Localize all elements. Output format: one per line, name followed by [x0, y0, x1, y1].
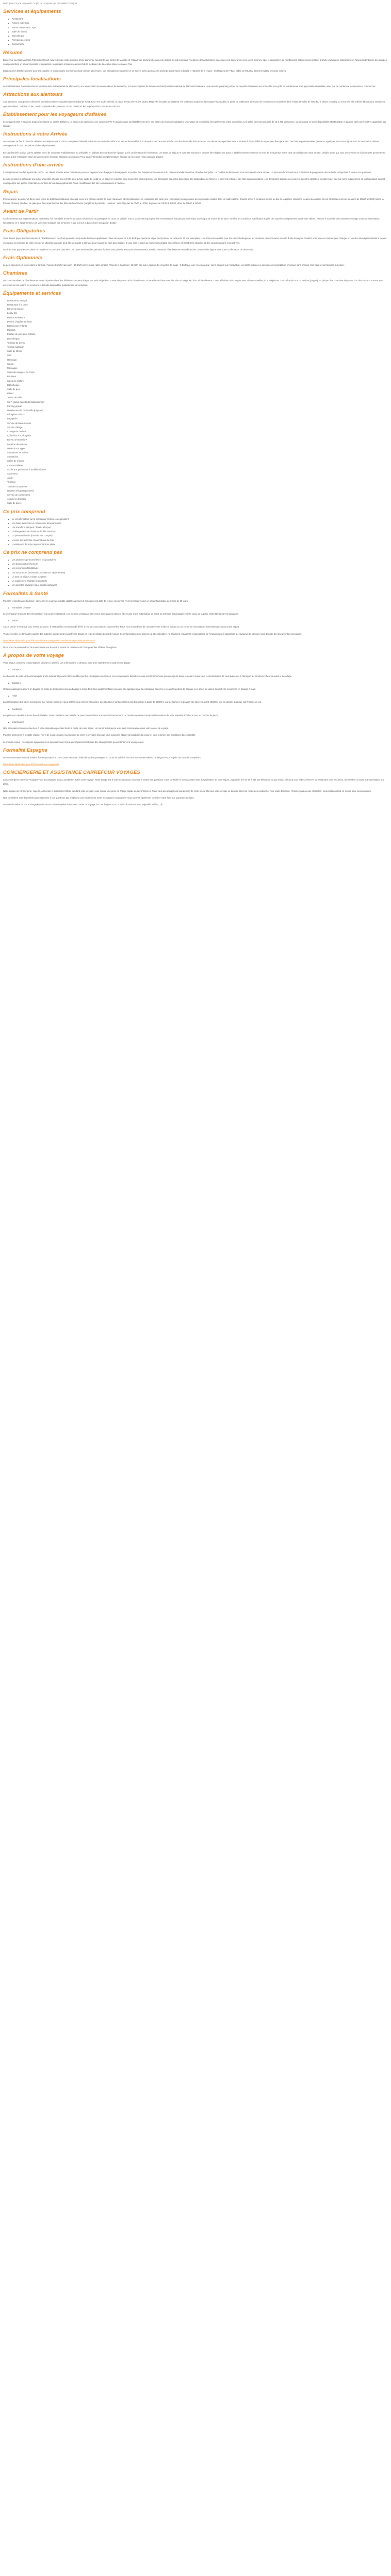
list-item: Transats et parasols [7, 485, 27, 488]
list-item: Sauna [7, 362, 14, 365]
list-item: Piscine extérieure [7, 316, 25, 319]
mandatory-fees-title: Frais Obligatoires [3, 228, 45, 234]
services-title: Services et équipements [3, 9, 61, 15]
rooms-title: Chambres [3, 270, 27, 277]
list-item: ■ Restaurant [12, 17, 388, 21]
paragraph: Les coordonnées de la Conciergerie vous seront communiquées dans votre carnet de voyage. En cas d'urgence, un numéro d'assistance est joignable 24h/24, 7j/7. [3, 803, 164, 806]
paragraph: Nos conseillers sont disponibles pour répondre à vos questions par téléphone, par email ou via notre messagerie instantanée. Vous pouvez également consulter notre foire aux questions en ligne. [3, 796, 194, 799]
list-item: Coffre-fort à la réception [7, 434, 31, 437]
price-includes-list [3, 517, 388, 547]
paragraph: Le petit-déjeuner est inclus dans la formule. Frais de transfert aéroport : 25 EUR par véhicule (aller simple). Frais de lit d'appoint : 15 EUR par nuit. Location de serviettes de plage : 2 EUR par jour. Accès au spa : soins payants sur réservation. Les tarifs indiqués ci-dessus sont susceptibles d'évoluer sans préavis. Ces frais seront facturés sur place. [3, 264, 345, 267]
list-item: Lobby bar [7, 312, 18, 315]
list-item: ■ Animaux acceptés [12, 38, 388, 42]
list-item: ■ Les transferts aéroport / hôtel / aéroport [12, 526, 388, 530]
list-item: Bibliothèque [7, 383, 20, 386]
sub-paragraph: Les horaires de vols sont communiqués à titre indicatif et peuvent être modifiés par les compagnies aériennes. Les convocations définitives vous seront transmises quelques jours avant le départ. Nous vous recommandons de vous présenter à l'aéroport au minimum 2 heures avant le décollage. [3, 674, 292, 677]
paragraph: Pour les personnes à mobilité réduite, merci de nous contacter au moment de votre réservation afin que nous puissions étudier la faisabilité du séjour et vous informer des conditions d'accessibilité. [3, 734, 196, 737]
paragraph: Les arrivées se font à partir de 15h00 et les départs avant 12h00. Une pièce d'identité valide et une carte de crédit vous seront demandées à la réception lors de votre arrivée pour les éventuels frais annexes. Les demandes spéciales sont soumises à disponibilité et ne peuvent être garanties. Des frais supplémentaires peuvent s'appliquer. Les noms figurant sur la réservation doivent correspondre à ceux des pièces d'identité présentées. [3, 140, 380, 147]
paragraph: Aux alentours, vous pourrez découvrir la médina classée au patrimoine mondial de l'UNESCO, ses souks animés, la place Jemaa el-Fna, les jardins Majorelle, le palais de la Bahia, les tombeaux saadiens, la mosquée Koutoubia, le jardin de la Ménara, ainsi que de nombreuses excursions dans l'Atlas, la vallée de l'Ourika, le désert d'Agafay ou encore la ville côtière d'Essaouira. Distances approximatives : médina 10 km, Jardin Majorelle 8 km, Menara 12 km, Ourika 35 km, Agafay 40 km, Essaouira 190 km. [3, 100, 385, 108]
formalities-intro: Pour les ressortissants français : passeport en cours de validité valable au moins 6 mois après la date de retour. Aucun visa n'est nécessaire pour un séjour touristique de moins de 90 jours. [3, 599, 189, 602]
list-item: ■ L'assistance de notre représentant sur place [12, 543, 388, 547]
list-item: Location de voitures [7, 443, 27, 446]
formalities-subs [3, 606, 388, 630]
price-excludes-list [3, 558, 388, 587]
paragraph: Les équipements et services proposés incluent un centre d'affaires, un service de traduction, une connexion Wi-Fi gratuite dans tout l'établissement et des salles de réunion modulables. Un espace de coworking est également à votre disposition. Les salles peuvent accueillir de 10 à 200 personnes, sur demande et selon disponibilité. Restauration et pauses-café peuvent être organisées par l'équipe. [3, 120, 386, 128]
paragraph: Idéal pour les familles comme pour les couples, le club propose une formule tout compris généreuse, des animations en journée et en soirée, ainsi qu'un accès privilégié aux trésors culturels et naturels de la région : montagnes de l'Atlas, vallée de l'Ourika, désert d'Agafay et souks colorés. [3, 70, 287, 73]
list-item: Spectacles [7, 455, 19, 459]
activities-title: Attractions aux alentours [3, 92, 63, 98]
list-item: Salle de fitness [7, 350, 23, 353]
list-item: Salle de prière [7, 502, 22, 505]
list-item: Billard [7, 392, 13, 395]
list-item: ■ La pension choisie (formule tout compris) [12, 534, 388, 538]
list-item: ■ L'hébergement en chambre double standard [12, 530, 388, 534]
about-trip-body [3, 733, 388, 744]
formalities-title: Formalités & Santé [3, 590, 48, 597]
paragraph: Notre équipe de conciergerie, experte, à l'écoute et disponible 24h/24 pendant votre voyage, vous assure une prise en charge rapide en cas d'imprévu. Nous vous accompagnons tout au long de votre séjour afin que votre voyage se déroule dans les meilleures conditions. Pour toute demande, n'hésitez pas à nous contacter : nous mettrons tout en œuvre pour vous satisfaire. [3, 789, 372, 792]
paragraph: Vous devrez payer les frais suivants à l'établissement. Ces frais peuvent comprendre les taxes applicables : taxe de séjour de 2,50 EUR par personne et par nuit (enfants de moins de 12 ans exemptés). Les frais sont calculés pour les clients hébergés et les montants peuvent varier selon la durée du séjour. Veuillez noter que ce montant peut changer en fonction des réglementations locales en vigueur au moment de votre séjour. Un dépôt de garantie peut être demandé à l'arrivée pour couvrir les frais accessoires. Il vous sera restitué au moment du départ, sous réserve de l'état de la chambre et des consommations enregistrées. [3, 237, 387, 244]
rooms-body [3, 279, 388, 287]
list-item: Réception 24h/24 [7, 413, 25, 416]
list-item: Restaurant principal [7, 299, 27, 302]
paragraph: Le Club Marmara Palmeraie Resort est situé dans la Palmeraie de Marrakech, à environ 10 km du centre-ville et de la médina, et à une vingtaine de minutes de l'aéroport international de Marrakech-Ménara. Une navette (payante) permet de rejoindre facilement le centre-ville. Les golfs de la Palmeraie sont à proximité immédiate, ainsi que de nombreux restaurants et commerces. [3, 85, 376, 88]
atouts-body [3, 84, 388, 89]
sub-paragraph: Nos partenaires locaux se tiennent à votre disposition pendant toute la durée de votre séjour. Un numéro d'urgence vous sera communiqué dans votre carnet de voyage. [3, 727, 169, 730]
list-item: Service de conciergerie [7, 494, 30, 497]
paragraph[interactable]: https://www.diplomatie.gouv.fr/fr/conseils-aux-voyageurs/conseils-par-pays-destination/maroc/ [3, 639, 95, 642]
business-body [3, 120, 388, 128]
sub-paragraph: Aucun vaccin n'est exigé pour entrer au Maroc. Il est toutefois recommandé d'être à jour des vaccinations universelles. Nous vous conseillons de consulter votre médecin traitant ou un centre de vaccinations internationales avant votre départ. [3, 625, 240, 629]
atouts-title: Principales localisations [3, 76, 61, 82]
paragraph: Veuillez vérifier les formalités auprès des autorités compétentes avant votre départ, la réglementation pouvant évoluer. Ces informations sont données à titre indicatif et ne sauraient engager la responsabilité de l'organisateur. Il appartient au voyageur de s'assurer qu'il dispose des documents nécessaires. [3, 632, 302, 635]
list-item: Ascenseur [7, 472, 18, 476]
list-item: Bassin pour enfants [7, 324, 27, 327]
list-item: Jardin [7, 477, 13, 480]
price-excludes-title: Ce prix ne comprend pas [3, 550, 62, 556]
sub-paragraph: La classification des hôtels correspond aux normes locales et peut différer des normes françaises. Les chambres sont généralement disponibles à partir de 15h00 le jour de l'arrivée et doivent être libérées avant 12h00 le jour du départ, quel que soit l'horaire de vol. [3, 701, 262, 704]
equipment-list [3, 299, 388, 506]
optional-fees-title: Frais Optionnels [3, 255, 42, 261]
mandatory-fees-body [3, 236, 388, 252]
sub-heading: ■ Santé [3, 619, 388, 623]
list-item: Hammam [7, 358, 17, 361]
list-item: Miniclub [7, 329, 15, 332]
before-leaving-title: Avant de Partir [3, 209, 39, 215]
sub-heading: ■ Hôtel [3, 694, 388, 698]
list-item: Soins du visage et du corps [7, 371, 35, 374]
meals-title: Repas [3, 189, 18, 195]
list-item: Terrain multisport [7, 345, 24, 348]
sub-heading: ■ Formalités d'entrée [3, 606, 388, 610]
before-leaving-body [3, 217, 388, 225]
paragraph[interactable]: https://www.diplomatie.gouv.fr/fr/conseils-aux-voyageurs/ [3, 762, 59, 766]
arrival-instructions-title: Instructions à votre Arrivée [3, 131, 68, 138]
sub-paragraph: Les voyageurs mineurs doivent posséder leur propre passeport. Les mineurs voyageant sans leurs deux parents doivent être munis d'une autorisation de sortie du territoire accompagnée de la copie de la pièce d'identité du parent signataire. [3, 612, 239, 615]
list-item: Service d'étage [7, 426, 23, 429]
services-list [3, 17, 388, 46]
list-item: Spa [7, 354, 11, 357]
concierge-title: CONCIERGERIE ET ASSISTANCE CARREFOUR VOYAGES [3, 770, 140, 776]
list-item: ■ Les activités payantes (spa, sports nautiques) [12, 583, 388, 587]
paragraph: L'enregistrement se fait à partir de 15h00. Les clients arrivant avant cette heure peuvent déposer leurs bagages à la bagagerie et profiter des équipements communs du club en attendant que leur chambre soit prête. Un cocktail de bienvenue vous sera servi à votre arrivée. Le personnel d'accueil vous présentera le programme des activités et répondra à toutes vos questions. [3, 171, 372, 174]
optional-fees-body [3, 263, 388, 267]
list-item: Bagagerie [7, 417, 18, 420]
price-includes-title: Ce prix comprend [3, 509, 45, 515]
list-item: Restaurant à la carte [7, 303, 28, 306]
business-title: Établissement pour les voyageurs d'affaires [3, 111, 107, 117]
list-item: ■ Les assurances (annulation, assistance, rapatriement) [12, 571, 388, 575]
resume-body [3, 58, 388, 74]
paragraph: Les frais sont payables sur place, en espèces ou par carte bancaire. Les taxes mentionnées peuvent évoluer sans préavis. Pour plus d'informations, veuillez contacter l'établissement en utilisant les coordonnées figurant sur votre confirmation de réservation. [3, 248, 255, 251]
concierge-body [3, 778, 388, 807]
list-item: ■ Discothèque [12, 34, 388, 38]
list-item: Accès aux personnes à mobilité réduite [7, 468, 46, 471]
list-item: Boutique [7, 375, 16, 378]
list-item: Change de devises [7, 430, 26, 433]
sub-paragraph: Les prix sont calculés sur une base forfaitaire. Toute prestation non utilisée ne pourra donner lieu à aucun remboursement. Le nombre de nuits correspond au nombre de nuits passées à l'hôtel et non au nombre de jours. [3, 714, 219, 717]
equipment-title: Équipements et services [3, 290, 61, 296]
list-item: Massages [7, 366, 18, 369]
list-item: Accueil en français [7, 498, 26, 501]
list-item: Salon de coiffure [7, 379, 24, 382]
breadcrumb[interactable]: Description Ce prix comprend / Ce prix ne comprend pas Formalités Consignes [3, 2, 77, 5]
list-item: Bar de la piscine [7, 308, 24, 311]
paragraph: Nous vous recommandons de vous inscrire sur le service Ariane du ministère de l'Europe et des Affaires étrangères. [3, 646, 117, 649]
list-item: ■ Les taxes aériennes et redevances aéroportuaires [12, 521, 388, 526]
resume-title: Résumé [3, 49, 23, 56]
sub-paragraph: Chaque passager a droit à un bagage en soute de 20 kg ainsi qu'à un bagage à main. Des frais supplémentaires peuvent être appliqués par la compagnie aérienne en cas d'excédent de bagage. Les objets de valeur doivent être conservés en bagage à main. [3, 687, 256, 690]
sub-heading: ■ Conditions [3, 707, 388, 711]
paragraph: En cas d'arrivée tardive (après 22h00), merci de contacter l'établissement au préalable en utilisant les coordonnées figurant sur la confirmation de réservation. Les taxes de séjour ne sont pas incluses et devront être réglées sur place. L'établissement se réserve le droit de préautoriser votre carte de crédit avant votre arrivée. Veuillez noter que tous les services et équipements peuvent être soumis à des restrictions selon la saison ou les mesures sanitaires en vigueur. Pour toute information complémentaire, l'équipe de réception reste joignable 24h/24. [3, 151, 385, 158]
arrival-instructions-body [3, 140, 388, 159]
list-item: ■ Le vol aller-retour sur la compagnie choisie, ou équivalent [12, 517, 388, 521]
list-item: Salles de réunion [7, 460, 25, 463]
formalities-body [3, 632, 388, 650]
spain-formalities-body [3, 756, 388, 767]
paragraph: Petit-déjeuner, déjeuner et dîner sous forme de buffet au restaurant principal, avec une grande variété de plats marocains et internationaux. Un restaurant à la carte (sur réservation) vous propose des spécialités locales dans un cadre raffiné. Snacks servis à certaines heures au bar de la piscine. Boissons locales alcoolisées et non alcoolisées servies au verre de 10h00 à 23h00 (selon la formule choisie). Un dîner de gala peut être organisé lors des fêtes de fin d'année (supplément possible). Horaires : petit-déjeuner de 7h00 à 10h00, déjeuner de 12h30 à 14h30, dîner de 19h00 à 21h30. [3, 197, 384, 205]
list-item: Salle de jeux [7, 387, 20, 391]
paragraph: Les 252 chambres de l'établissement sont réparties dans des bâtiments de deux étages entourés de jardins. Toutes disposent de la climatisation, d'une salle de bains avec douche ou baignoire, d'un sèche-cheveux, d'une télévision à écran plat avec chaînes satellite, d'un téléphone, d'un coffre-fort et d'un minibar (payant). La plupart des chambres disposent d'un balcon ou d'une terrasse avec vue sur les jardins ou la piscine. Lits bébé disponibles gratuitement sur demande. [3, 279, 383, 286]
list-item: ■ Conciergerie [12, 42, 388, 46]
about-trip-title: À propos de votre voyage [3, 653, 64, 659]
paragraph: Le monde évolue : nos séjours également. Les descriptifs sont mis à jour régulièrement mais des changements peuvent intervenir sans préavis. [3, 740, 144, 743]
page [0, 0, 391, 815]
arrival-instructions-2-title: Instructions d'une arrivée [3, 162, 63, 168]
sub-heading: ■ Informations [3, 720, 388, 724]
list-item: ■ Piscine extérieure [12, 21, 388, 25]
list-item: Parking gratuit [7, 404, 22, 408]
meals-body [3, 197, 388, 206]
list-item: Espace de jeux pour enfants [7, 333, 36, 336]
list-item: ■ Sauna - Hammam - Spa [12, 26, 388, 30]
list-item: Piscine chauffée en hiver [7, 320, 32, 323]
about-trip-subs [3, 668, 388, 731]
list-item: ■ L'accès aux activités et animations du club [12, 538, 388, 543]
list-item: ■ Les boissons hors formule [12, 562, 388, 566]
sub-heading: ■ Transport [3, 668, 388, 672]
list-item: Service de blanchisserie [7, 421, 31, 425]
paragraph: Conformément aux réglementations nationales, les formalités d'entrée au Maroc nécessitent un passeport en cours de validité. Aucun visa n'est requis pour les ressortissants français pour un séjour touristique de moins de 90 jours. Vérifiez les conditions spécifiques auprès des autorités compétentes avant votre départ. Pensez à souscrire une assurance voyage couvrant l'annulation, l'assistance et le rapatriement. Les tarifs sont indiqués par personne et par nuit sur la base d'une occupation double. [3, 217, 380, 225]
about-trip-intro: Votre séjour comprend les prestations décrites ci-dessus. Les informations ci-dessous sont à lire attentivement avant votre départ. [3, 662, 131, 665]
list-item: ■ Les dépenses personnelles et les pourboires [12, 558, 388, 562]
paragraph: Les ressortissants français doivent être en possession d'une carte nationale d'identité ou d'un passeport en cours de validité. Pour les autres nationalités, renseignez-vous auprès du consulat compétent. [3, 756, 201, 759]
list-item: Terrasse [7, 481, 16, 484]
paragraph: La Conciergerie Carrefour Voyages vous accompagne avant, pendant et après votre voyage. Notre équipe est à votre écoute pour répondre à toutes vos questions, vous conseiller et vous assister dans l'organisation de votre séjour. Joignable 7j/7 de 9h à 21h par téléphone ou par email, elle peut vous aider à réserver un restaurant, une excursion, un transfert ou toute autre prestation sur place. [3, 778, 384, 786]
arrival-instructions-2-body [3, 171, 388, 186]
list-item: Tennis de table [7, 396, 22, 399]
paragraph: Les clients doivent présenter une pièce d'identité officielle avec photo ainsi qu'une carte de crédit ou un dépôt en espèces pour couvrir les frais imprévus. Les demandes spéciales dépendent des disponibilités à l'arrivée et peuvent entraîner des frais supplémentaires. Les demandes spéciales ne peuvent pas être garanties. Veuillez noter que les noms indiqués lors de la réservation doivent correspondre aux pièces d'identité présentées lors de l'enregistrement. Toute modification doit être communiquée à l'avance. [3, 178, 385, 185]
list-item: ■ Les excursions facultatives [12, 566, 388, 570]
list-item: Navette aéroport (payante) [7, 489, 34, 492]
list-item: Navette vers le centre-ville (payante) [7, 409, 43, 412]
list-item: Centre d'affaires [7, 464, 24, 467]
list-item: Wi-Fi gratuit dans tout l'établissement [7, 400, 44, 403]
list-item: ■ Le supplément chambre individuelle [12, 579, 388, 583]
list-item: Animations en soirée [7, 451, 28, 454]
sub-heading: ■ Bagages [3, 681, 388, 685]
list-item: Médecin sur appel [7, 447, 26, 450]
list-item: Bureau d'excursions [7, 438, 27, 442]
list-item: Terrains de tennis [7, 341, 25, 344]
list-item: ■ Salle de fitness [12, 30, 388, 34]
spain-formalities-title: Formalité Espagne [3, 747, 47, 753]
list-item: Discothèque [7, 337, 20, 340]
paragraph: Bienvenue au Club Marmara Palmeraie Resort, havre de paix niché au cœur d'une palmeraie luxuriante aux portes de Marrakech. Réparti sur plusieurs hectares de jardins, le club conjugue l'élégance de l'architecture marocaine à la douceur de vivre, avec piscines, spa, restaurants et de nombreuses activités pour petits et grands. L'ambiance chaleureuse et l'accueil attentionné des équipes vous promettent un séjour reposant et dépaysant, à quelques minutes seulement de la médina et de la célèbre place Jemaa el-Fna. [3, 58, 387, 65]
list-item: ■ La taxe de séjour à régler sur place [12, 575, 388, 579]
activities-body [3, 100, 388, 108]
